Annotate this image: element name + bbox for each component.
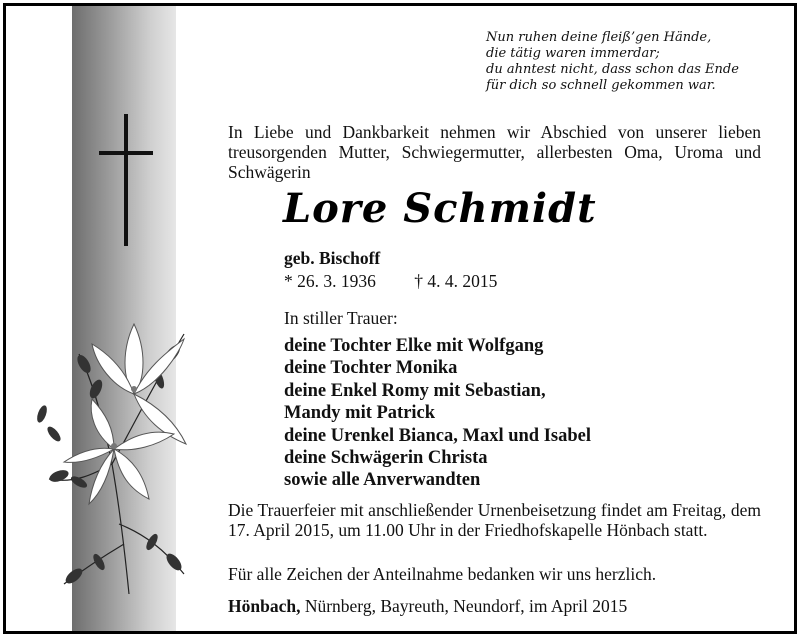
maiden-name: geb. Bischoff xyxy=(284,248,381,268)
poem-line: du ahntest nicht, dass schon das Ende xyxy=(486,62,739,77)
intro-text: In Liebe und Dankbarkeit nehmen wir Abschied von unserer lieben treusorgenden Mutter, Schwiegermutter, allerbesten Oma, Uroma und Schwägerin xyxy=(228,122,761,182)
poem-line: für dich so schnell gekommen war. xyxy=(486,78,716,93)
place-rest: Nürnberg, Bayreuth, Neundorf, im April 2015 xyxy=(300,596,628,616)
mourner-line: Mandy mit Patrick xyxy=(284,403,436,424)
obituary-notice xyxy=(3,3,797,634)
mourner-line: deine Urenkel Bianca, Maxl und Isabel xyxy=(284,425,592,446)
mourner-line: deine Tochter Monika xyxy=(284,358,458,379)
thanks-text: Für alle Zeichen der Anteilnahme bedanken wir uns herzlich. xyxy=(228,564,657,584)
mourner-line: deine Enkel Romy mit Sebastian, xyxy=(284,380,546,401)
mourners-list xyxy=(284,335,591,492)
mourner-line: deine Schwägerin Christa xyxy=(284,448,488,469)
death-date: † 4. 4. 2015 xyxy=(414,271,498,291)
poem-line: Nun ruhen deine fleiß’gen Hände, xyxy=(486,30,712,45)
poem xyxy=(486,30,786,94)
birth-date: * 26. 3. 1936 xyxy=(284,271,376,291)
place-date-line xyxy=(228,596,627,617)
place-bold: Hönbach, xyxy=(228,596,301,616)
mourner-line: deine Tochter Elke mit Wolfgang xyxy=(284,336,544,356)
mourner-line: sowie alle Anverwandten xyxy=(284,470,481,491)
mourning-heading: In stiller Trauer: xyxy=(284,308,398,328)
poem-line: die tätig waren immerdar; xyxy=(486,46,660,61)
life-dates xyxy=(284,271,497,292)
cross-icon xyxy=(99,114,153,246)
funeral-service-text: Die Trauerfeier mit anschließender Urnenbeisetzung findet am Freitag, dem 17. April 2015, um 11.00 Uhr in der Friedhofskapelle Hönbach statt. xyxy=(228,500,761,540)
lily-flowers-icon xyxy=(34,294,204,594)
deceased-name: Lore Schmidt xyxy=(283,185,597,232)
